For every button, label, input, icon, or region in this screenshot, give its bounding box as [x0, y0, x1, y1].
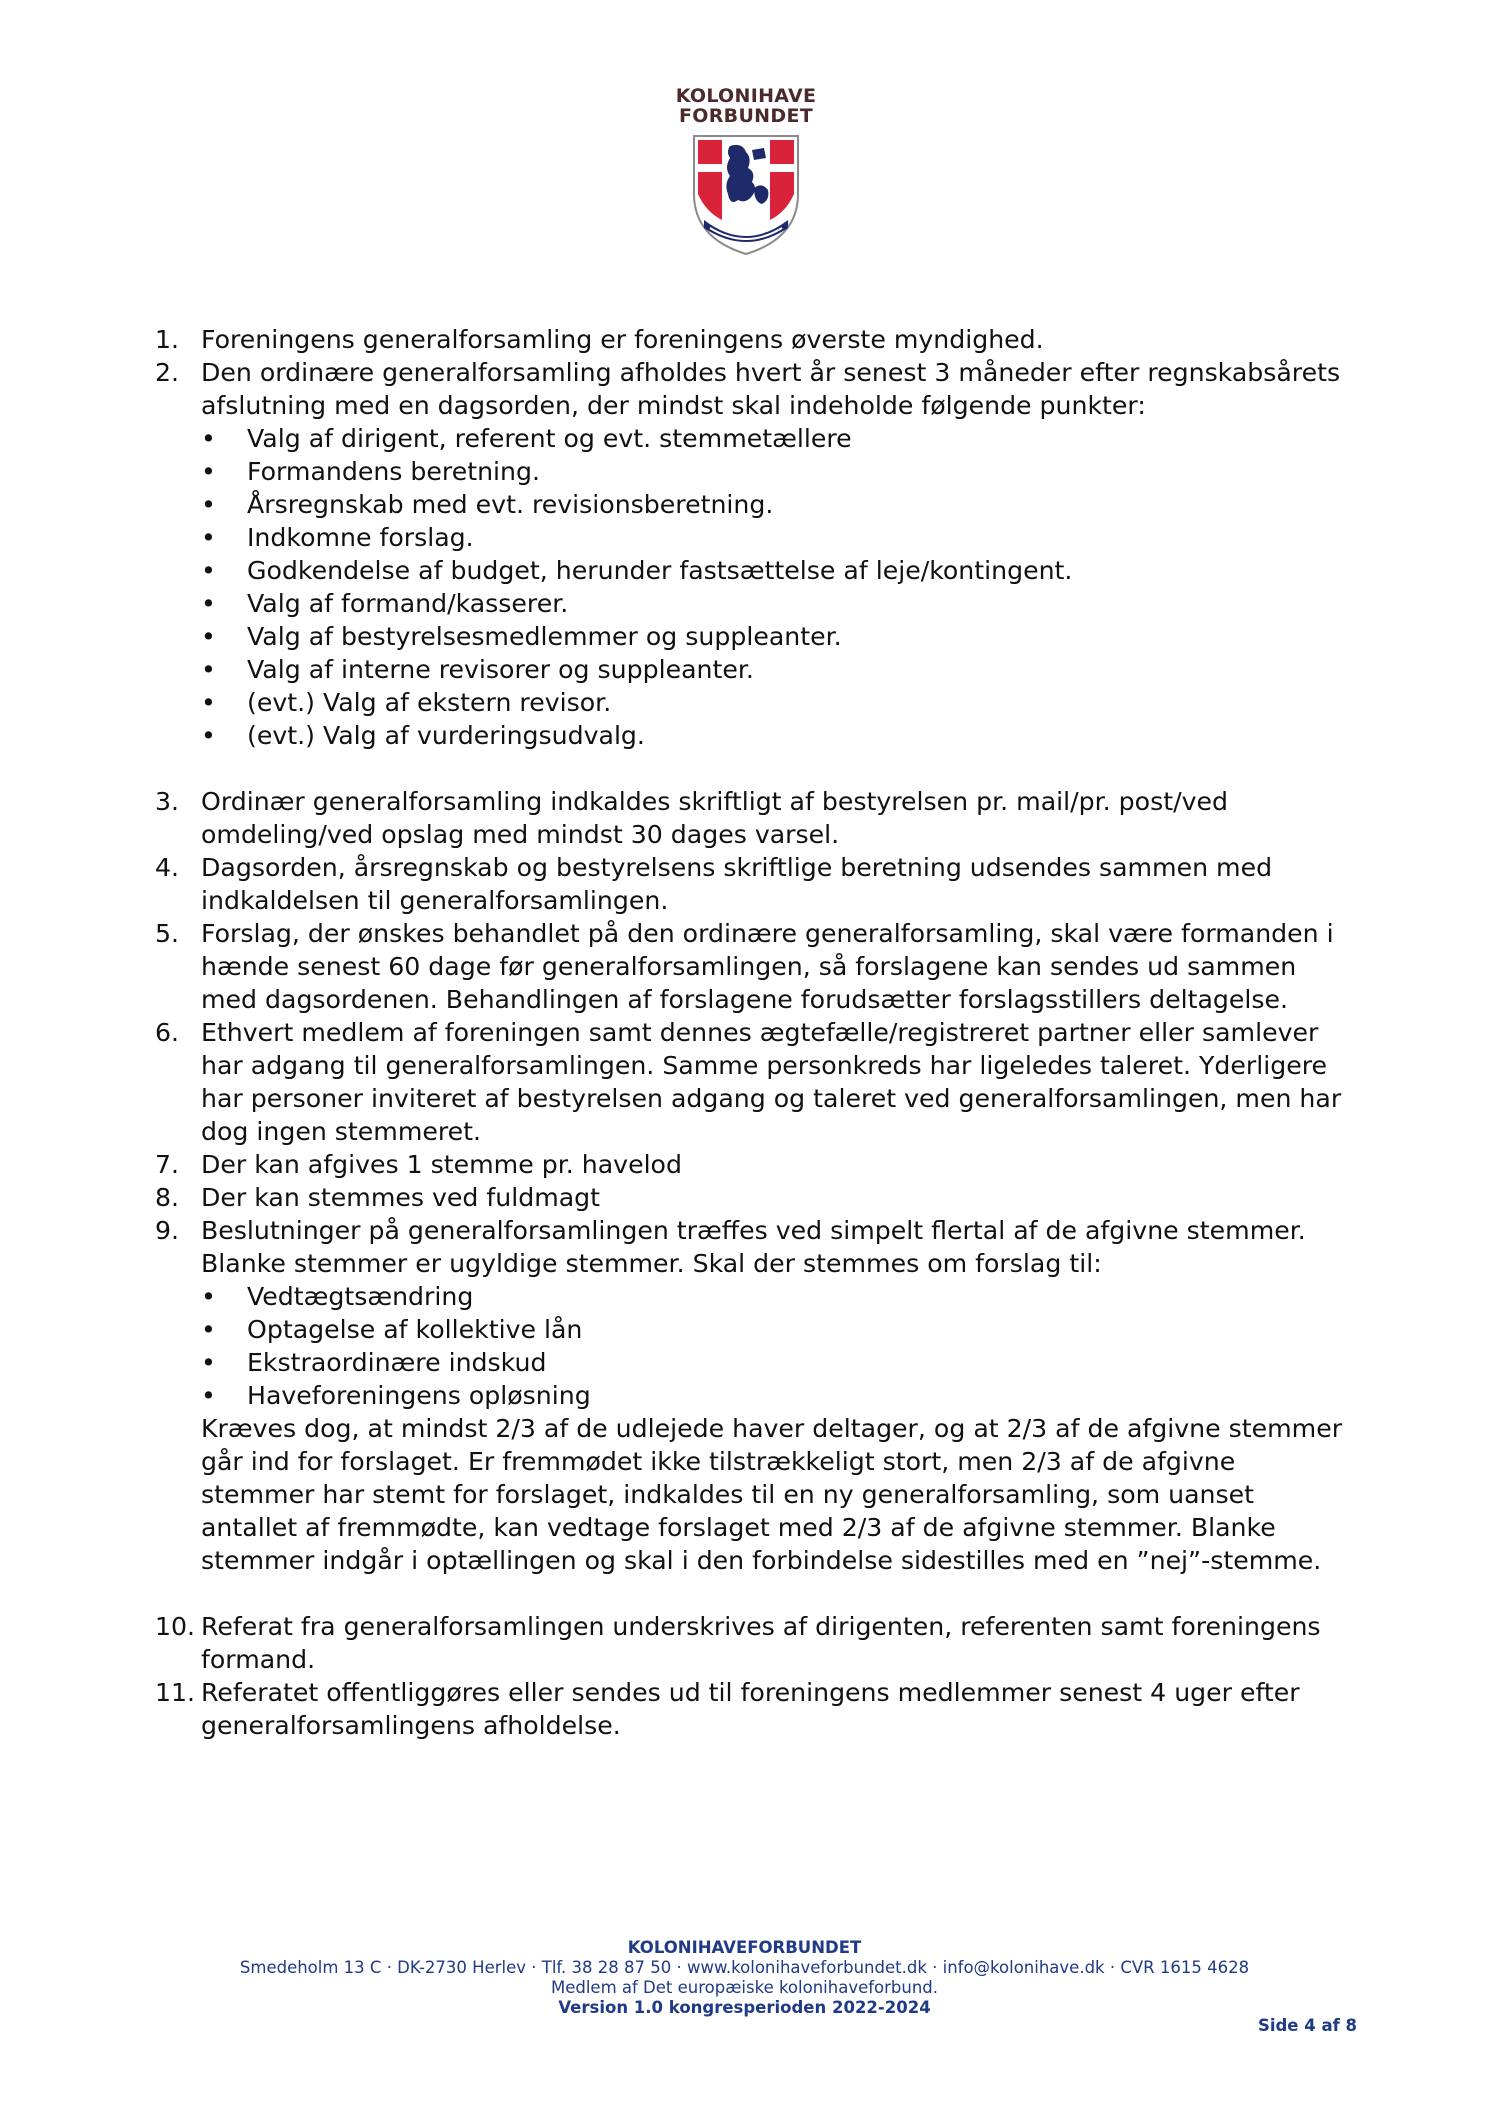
footer-address: Smedeholm 13 C · DK-2730 Herlev · Tlf. 38 28 87 50 · www.kolonihaveforbundet.dk · info@kolonihave.dk · CVR 1615 4628 — [239, 1958, 1250, 1977]
bullet-item: • (evt.) Valg af ekstern revisor. — [201, 686, 1345, 719]
list-item — [155, 1181, 1345, 1214]
item-text: Referat fra generalforsamlingen underskrives af dirigenten, referenten samt foreningens formand. — [201, 1612, 1321, 1674]
bullet-item: • Valg af bestyrelsesmedlemmer og suppleanter. — [201, 620, 1345, 653]
bullet-item: • Valg af interne revisorer og suppleanter. — [201, 653, 1345, 686]
bullet-item: • Valg af formand/kasserer. — [201, 587, 1345, 620]
item-text: Dagsorden, årsregnskab og bestyrelsens skriftlige beretning udsendes sammen med indkaldelsen til generalforsamlingen. — [201, 853, 1273, 915]
item-text: Den ordinære generalforsamling afholdes hvert år senest 3 måneder efter regnskabsårets afslutning med en dagsorden, der mindst skal indeholde følgende punkter: — [201, 358, 1341, 420]
list-item — [155, 851, 1345, 917]
item-number: 9. — [155, 1216, 180, 1245]
item-number: 7. — [155, 1150, 180, 1179]
list-item — [155, 917, 1345, 1016]
bullet-item: • Årsregnskab med evt. revisionsberetning. — [201, 488, 1345, 521]
list-item — [155, 1214, 1345, 1577]
shield-emblem-icon — [690, 128, 802, 258]
list-item — [155, 1016, 1345, 1148]
spacer — [155, 752, 1345, 785]
list-item — [155, 323, 1345, 356]
list-item — [155, 1148, 1345, 1181]
list-item — [155, 356, 1345, 752]
bullet-item: • Godkendelse af budget, herunder fastsættelse af leje/kontingent. — [201, 554, 1345, 587]
list-item — [155, 1676, 1345, 1742]
footer-title: KOLONIHAVEFORBUNDET — [627, 1938, 862, 1957]
bullet-item: • Haveforeningens opløsning — [201, 1379, 1345, 1412]
item-text: Beslutninger på generalforsamlingen træffes ved simpelt flertal af de afgivne stemmer. Blanke stemmer er ugyldige stemmer. Skal der stemmes om forslag til: — [201, 1216, 1306, 1278]
bullet-item: • Optagelse af kollektive lån — [201, 1313, 1345, 1346]
item-number: 8. — [155, 1183, 180, 1212]
item-text: Der kan afgives 1 stemme pr. havelod — [201, 1150, 682, 1179]
bullet-item: • Vedtægtsændring — [201, 1280, 1345, 1313]
agenda-bullet-list — [201, 422, 1345, 752]
item-number: 5. — [155, 919, 180, 948]
logo-line-2: FORBUNDET — [679, 105, 813, 127]
bullet-item: • Formandens beretning. — [201, 455, 1345, 488]
list-item — [155, 785, 1345, 851]
item-number: 11. — [155, 1678, 196, 1707]
bullet-item: • Ekstraordinære indskud — [201, 1346, 1345, 1379]
item-number: 4. — [155, 853, 180, 882]
page-number: Side 4 af 8 — [1257, 2016, 1357, 2035]
bullet-item: • Indkomne forslag. — [201, 521, 1345, 554]
item-number: 6. — [155, 1018, 180, 1047]
item-number: 10. — [155, 1612, 196, 1641]
list-item — [155, 1610, 1345, 1676]
footer-membership: Medlem af Det europæiske kolonihaveforbund. — [550, 1978, 939, 1997]
item-text: Referatet offentliggøres eller sendes ud til foreningens medlemmer senest 4 uger efter generalforsamlingens afholdelse. — [201, 1678, 1300, 1740]
document-body — [155, 323, 1345, 1742]
item-text: Ethvert medlem af foreningen samt dennes ægtefælle/registreret partner eller samlever har adgang til generalforsamlingen. Samme personkreds har ligeledes taleret. Yderligere har personer inviteret af bestyrelsen adgang og taleret ved generalforsamlingen, men har dog ingen stemmeret. — [201, 1018, 1342, 1146]
item-text: Der kan stemmes ved fuldmagt — [201, 1183, 601, 1212]
item-number: 1. — [155, 325, 180, 354]
item-continuation-text: Kræves dog, at mindst 2/3 af de udlejede haver deltager, og at 2/3 af de afgivne stemmer går ind for forslaget. Er fremmødet ikke tilstrækkeligt stort, men 2/3 af de afgivne stemmer har stemt for forslaget, indkaldes til en ny generalforsamling, som uanset antallet af fremmødte, kan vedtage forslaget med 2/3 af de afgivne stemmer. Blanke stemmer indgår i optællingen og skal i den forbindelse sidestilles med en ”nej”-stemme. — [201, 1414, 1343, 1575]
proposal-bullet-list — [201, 1280, 1345, 1412]
item-number: 3. — [155, 787, 180, 816]
page-footer — [0, 1938, 1489, 2018]
bullet-item: • (evt.) Valg af vurderingsudvalg. — [201, 719, 1345, 752]
organization-logo — [668, 86, 824, 266]
item-text: Forslag, der ønskes behandlet på den ordinære generalforsamling, skal være formanden i hænde senest 60 dage før generalforsamlingen, så forslagene kan sendes ud sammen med dagsordenen. Behandlingen af forslagene forudsætter forslagsstillers deltagelse. — [201, 919, 1334, 1014]
footer-version: Version 1.0 kongresperioden 2022-2024 — [558, 1998, 931, 2017]
logo-line-1: KOLONIHAVE — [675, 85, 817, 107]
item-number: 2. — [155, 358, 180, 387]
item-text: Ordinær generalforsamling indkaldes skriftligt af bestyrelsen pr. mail/pr. post/ved omdeling/ved opslag med mindst 30 dages varsel. — [201, 787, 1228, 849]
spacer — [155, 1577, 1345, 1610]
bullet-item: • Valg af dirigent, referent og evt. stemmetællere — [201, 422, 1345, 455]
item-text: Foreningens generalforsamling er foreningens øverste myndighed. — [201, 325, 1044, 354]
